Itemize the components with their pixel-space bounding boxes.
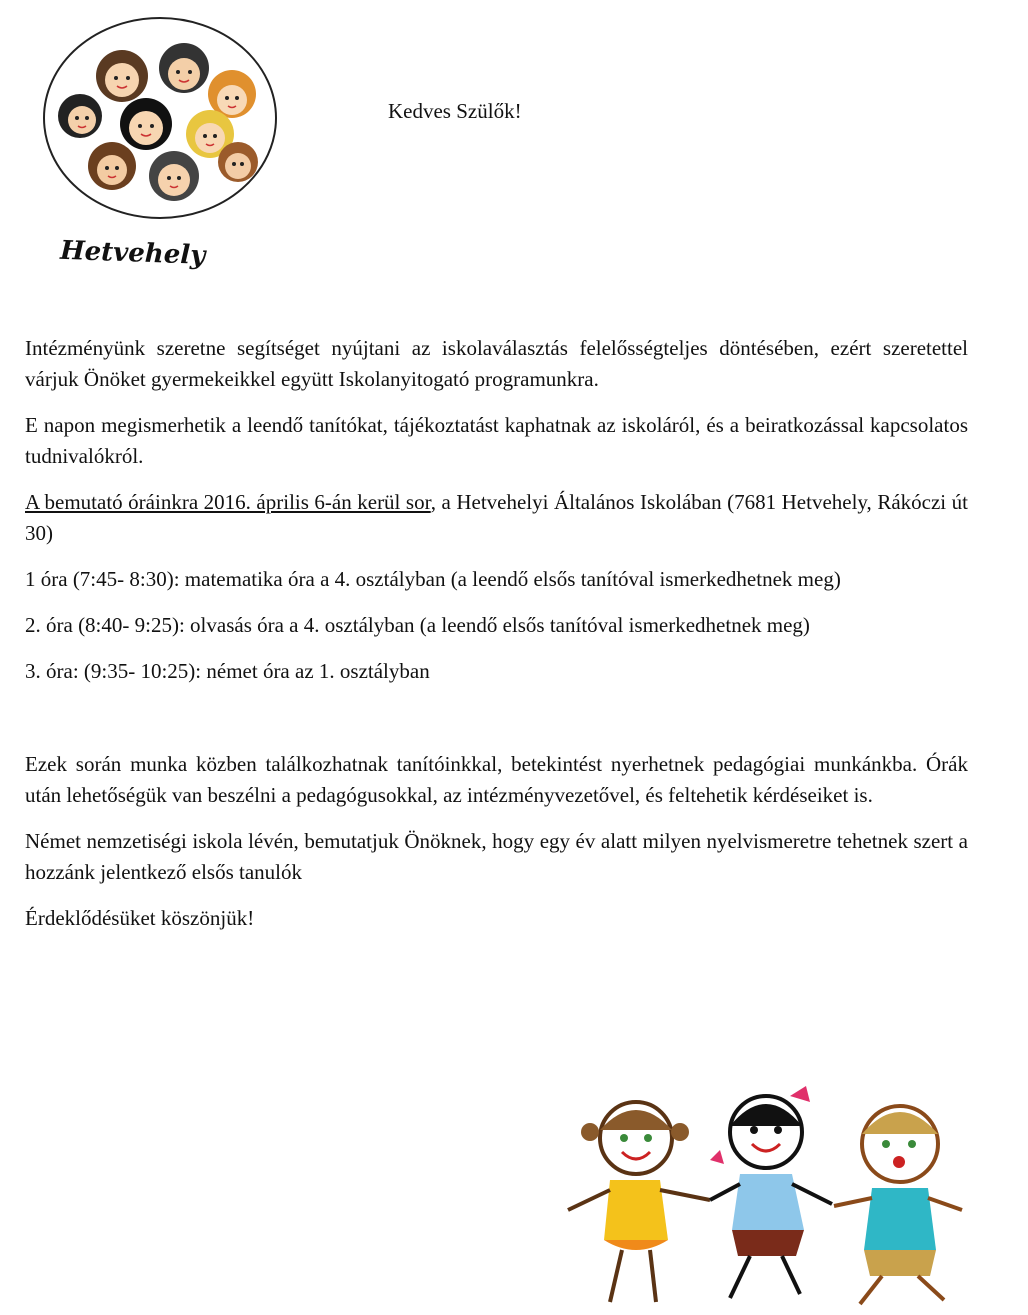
lesson-2: 2. óra (8:40- 9:25): olvasás óra a 4. osztályban (a leendő elsős tanítóval ismerkedhetnek meg) <box>25 613 810 637</box>
school-logo <box>42 16 282 276</box>
dancing-children-illustration <box>560 1080 970 1312</box>
child-girl-blue-icon <box>710 1086 832 1298</box>
greeting: Kedves Szülők! <box>388 99 522 123</box>
logo-wordmark: Hetvehely <box>59 235 206 271</box>
paragraph-meeting: Ezek során munka közben találkozhatnak tanítóinkkal, betekintést nyerhetnek pedagógiai munkánkba. Órák után lehetőségük van beszélni a pedagógusokkal, az intézményvezetővel, és feltehetik kérdéseiket is. <box>25 752 968 807</box>
event-date-underlined: A bemutató óráinkra 2016. április 6-án kerül sor <box>25 490 431 514</box>
lesson-1: 1 óra (7:45- 8:30): matematika óra a 4. osztályban (a leendő elsős tanítóval ismerkedhetnek meg) <box>25 567 841 591</box>
paragraph-date-location <box>25 487 968 549</box>
closing-thanks: Érdeklődésüket köszönjük! <box>25 906 255 930</box>
letter-body <box>25 333 968 949</box>
paragraph-intro: Intézményünk szeretne segítséget nyújtani az iskolaválasztás felelősségteljes döntésében, ezért szeretettel várjuk Önöket gyermekeikkel együtt Iskolanyitogató programunkra. <box>25 336 968 391</box>
paragraph-info: E napon megismerhetik a leendő tanítókat, tájékoztatást kaphatnak az iskoláról, és a beiratkozással kapcsolatos tudnivalókról. <box>25 413 968 468</box>
child-boy-teal-icon <box>834 1106 962 1304</box>
child-girl-yellow-icon <box>568 1102 710 1302</box>
lesson-3: 3. óra: (9:35- 10:25): német óra az 1. osztályban <box>25 659 430 683</box>
event-location: , a Hetvehelyi Általános Iskolában (7681 Hetvehely, Rákóczi út 30) <box>25 490 968 545</box>
paragraph-language: Német nemzetiségi iskola lévén, bemutatjuk Önöknek, hogy egy év alatt milyen nyelvismeretre tehetnek szert a hozzánk jelentkező elsős tanulók <box>25 829 968 884</box>
